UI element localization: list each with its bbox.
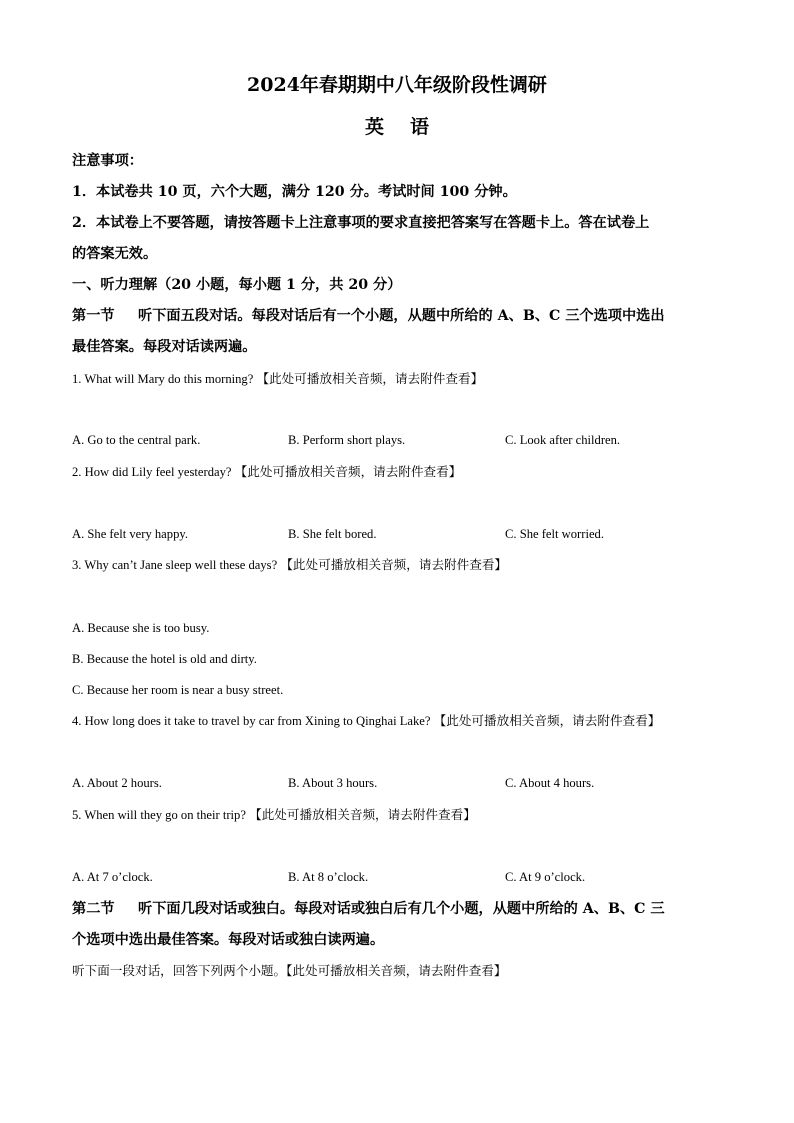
question-stem: 1. What will Mary do this morning?: [72, 372, 254, 386]
q4-option-b: B. About 3 hours.: [288, 776, 378, 790]
q3-option-c: C. Because her room is near a busy street.: [72, 683, 284, 697]
q2-option-b: B. She felt bored.: [288, 527, 377, 541]
notice-item-2: 2．本试卷上不要答题，请按答题卡上注意事项的要求直接把答案写在答题卡上。答在试卷上: [72, 215, 650, 231]
notice-heading: 注意事项：: [72, 153, 143, 169]
question-stem: 4. How long does it take to travel by car from Xining to Qinghai Lake?: [72, 714, 431, 728]
dialogue-instruction: 听下面一段对话，回答下列两个小题。【此处可播放相关音频，请去附件查看】: [72, 963, 507, 978]
page-title: 2024年春期期中八年级阶段性调研: [247, 74, 547, 96]
audio-link[interactable]: 【此处可播放相关音频，请去附件查看】: [280, 557, 508, 572]
section2-instruction-cont: 个选项中选出最佳答案。每段对话或独白读两遍。: [72, 932, 385, 948]
question-stem: 5. When will they go on their trip?: [72, 808, 246, 822]
audio-link[interactable]: 【此处可播放相关音频，请去附件查看】: [249, 807, 476, 822]
q2-option-c: C. She felt worried.: [505, 527, 604, 541]
notice-item-1: 1．本试卷共 10 页，六个大题，满分 120 分。考试时间 100 分钟。: [72, 184, 517, 200]
q1-option-a: A. Go to the central park.: [72, 433, 201, 447]
audio-link[interactable]: 【此处可播放相关音频，请去附件查看】: [234, 464, 462, 479]
question-stem: 2. How did Lily feel yesterday?: [72, 465, 232, 479]
section2-text: 听下面几段对话或独白。每段对话或独白后有几个小题，从题中所给的 A、B、C 三: [138, 901, 665, 917]
q5-option-c: C. At 9 o’clock.: [505, 870, 586, 884]
question-2: [72, 462, 732, 482]
q5-option-a: A. At 7 o’clock.: [72, 870, 153, 884]
question-1: [72, 369, 732, 389]
q4-option-a: A. About 2 hours.: [72, 776, 162, 790]
section2-label: 第二节: [72, 901, 115, 917]
subject-title: 英语: [364, 116, 455, 138]
audio-link[interactable]: 【此处可播放相关音频，请去附件查看】: [433, 713, 661, 728]
section1-label: 第一节: [72, 308, 115, 324]
section1-text: 听下面五段对话。每段对话后有一个小题，从题中所给的 A、B、C 三个选项中选出: [138, 308, 665, 324]
section2-instruction: [72, 898, 732, 920]
question-4: [72, 711, 732, 731]
q1-option-b: B. Perform short plays.: [288, 433, 406, 447]
part1-heading: 一、听力理解（20 小题，每小题 1 分，共 20 分）: [72, 277, 402, 293]
notice-item-2-cont: 的答案无效。: [72, 246, 158, 262]
audio-link[interactable]: 【此处可播放相关音频，请去附件查看】: [256, 371, 484, 386]
q3-option-b: B. Because the hotel is old and dirty.: [72, 652, 257, 666]
question-3: [72, 555, 732, 575]
section1-instruction-cont: 最佳答案。每段对话读两遍。: [72, 339, 257, 355]
q1-option-c: C. Look after children.: [505, 433, 621, 447]
q3-option-a: A. Because she is too busy.: [72, 621, 210, 635]
q2-option-a: A. She felt very happy.: [72, 527, 188, 541]
question-stem: 3. Why can’t Jane sleep well these days?: [72, 558, 278, 572]
q4-option-c: C. About 4 hours.: [505, 776, 595, 790]
section1-instruction: [72, 305, 732, 327]
q5-option-b: B. At 8 o’clock.: [288, 870, 369, 884]
question-5: [72, 805, 732, 825]
